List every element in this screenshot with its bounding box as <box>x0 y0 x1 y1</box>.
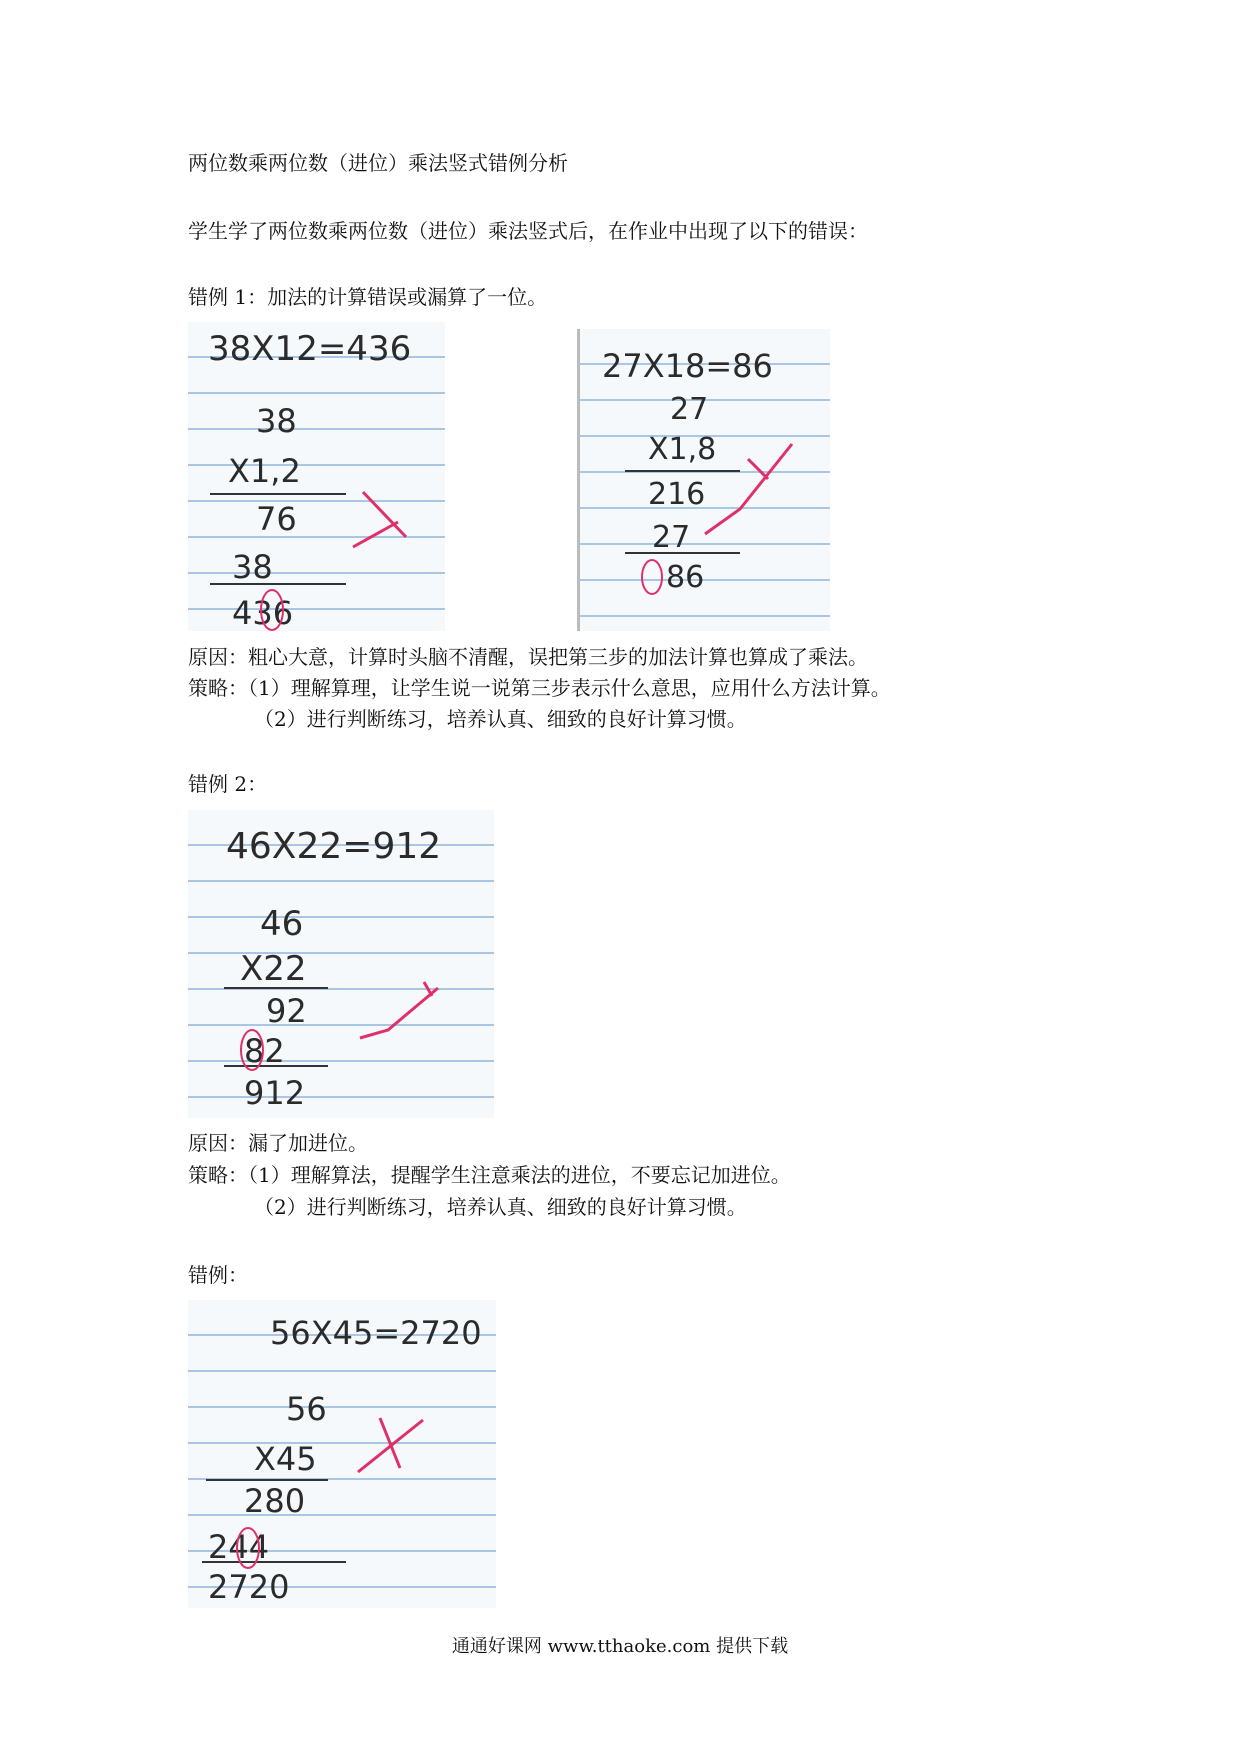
partial-product-2: 244 <box>208 1528 270 1566</box>
equation-text: 27X18=86 <box>602 347 773 385</box>
partial-product-2: 27 <box>652 520 691 555</box>
equation-text: 38X12=436 <box>208 329 412 369</box>
multiplier: X1,8 <box>648 432 717 467</box>
multiplier: X1,2 <box>228 452 301 490</box>
wrong-mark <box>353 492 406 547</box>
example-1-reason: 原因：粗心大意，计算时头脑不清醒，误把第三步的加法计算也算成了乘法。 <box>188 645 868 669</box>
partial-product-2: 82 <box>244 1032 285 1070</box>
wrong-mark <box>705 444 792 534</box>
partial-product-1: 76 <box>256 500 297 538</box>
result: 912 <box>244 1074 306 1112</box>
wrong-mark <box>360 982 438 1038</box>
example-3-heading: 错例： <box>188 1263 248 1287</box>
multiplicand: 38 <box>256 402 297 440</box>
multiplicand: 27 <box>670 392 709 427</box>
example-1-strategy-2: （2）进行判断练习，培养认真、细致的良好计算习惯。 <box>254 707 747 731</box>
multiplier: X22 <box>240 949 307 989</box>
result: 86 <box>666 560 705 595</box>
result: 436 <box>232 594 294 631</box>
example-2-reason: 原因：漏了加进位。 <box>188 1131 368 1155</box>
page-title: 两位数乘两位数（进位）乘法竖式错例分析 <box>188 151 568 175</box>
multiplicand: 56 <box>286 1390 327 1428</box>
error-circle <box>642 560 662 594</box>
partial-product-1: 92 <box>266 992 307 1030</box>
footer-credit: 通通好课网 www.tthaoke.com 提供下载 <box>451 1636 789 1657</box>
example-2-heading: 错例 2： <box>188 772 268 796</box>
example-1-strategy-1: 策略：（1）理解算理，让学生说一说第三步表示什么意思，应用什么方法计算。 <box>188 676 891 700</box>
partial-product-2: 38 <box>232 548 273 586</box>
multiplicand: 46 <box>260 904 304 944</box>
example-2-photo <box>188 810 494 1118</box>
example-1-heading: 错例 1：加法的计算错误或漏算了一位。 <box>188 285 548 309</box>
intro-text: 学生学了两位数乘两位数（进位）乘法竖式后，在作业中出现了以下的错误： <box>188 219 868 243</box>
partial-product-1: 280 <box>244 1482 306 1520</box>
partial-product-1: 216 <box>648 477 706 512</box>
example-2-strategy-1: 策略：（1）理解算法，提醒学生注意乘法的进位，不要忘记加进位。 <box>188 1163 791 1187</box>
result: 2720 <box>208 1568 290 1606</box>
example-1-photo-a <box>188 322 445 631</box>
multiplier: X45 <box>254 1440 317 1478</box>
wrong-mark <box>358 1418 423 1472</box>
example-1-photo-b <box>577 329 830 631</box>
equation-text: 56X45=2720 <box>270 1314 482 1352</box>
example-3-photo <box>188 1300 496 1608</box>
example-2-strategy-2: （2）进行判断练习，培养认真、细致的良好计算习惯。 <box>254 1195 747 1219</box>
equation-text: 46X22=912 <box>226 826 442 867</box>
